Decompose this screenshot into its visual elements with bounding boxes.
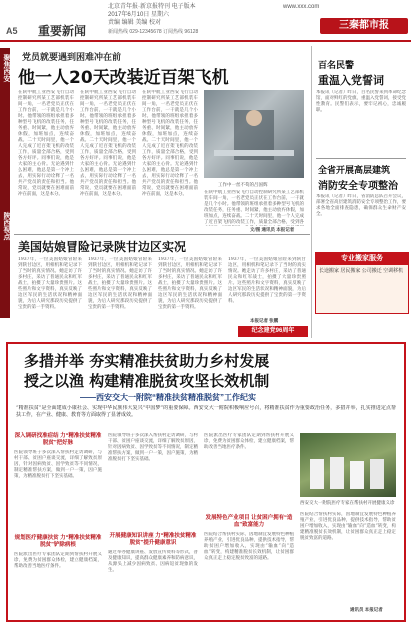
section-title: 重要新闻 [38,24,87,38]
story1-body-col1 [18,90,74,220]
feature-lead-text: “精准扶贫”是全面建成小康社会、实现中华民族伟大复兴“中国梦”的重要保障。西安交大一附院积极响应号召，将精准扶贫作为重要政治任务，多措并举，扎实推进定点帮扶工作，在产业、健康、教育等方面取得了显著成效。 [16,405,396,418]
story2-body: 1937年，一位美国姑娘冒险来到陕甘边区，用相机和笔记录下了当时的真实情况。她走访了许多村庄，采访了普通民众和红军战士，拍摄了大量珍贵照片。这些照片和文字资料，真实反映了边区军民的生活状况和精神面貌，为后人研究那段历史提供了宝贵的第一手资料。 [228,257,306,304]
story2-body: 1937年，一位美国姑娘冒险来到陕甘边区，用相机和笔记录下了当时的真实情况。她走访了许多村庄，采访了普通民众和红军战士，拍摄了大量珍贵照片。这些照片和文字资料，真实反映了边区军民的生活状况和精神面貌，为后人研究那段历史提供了宝贵的第一手资料。 [18,257,82,310]
newspaper-logo: 三秦都市报 [320,18,408,34]
section-c-title: 开展健康知识讲座 力“精准扶贫精准脱贫”提升健康意识 [109,533,197,546]
feature-photo [300,433,396,497]
story1-headline: 他一人20天改装近百架飞机 [18,68,229,88]
story1-body-col2 [80,90,136,220]
story2-body-col2 [88,257,152,329]
section-b-body [14,552,102,612]
section-b-title: 规划医疗健康扶贫 力“精准扶贫精准脱贫”铲除病根 [14,535,102,548]
advertisement[interactable] [315,252,409,314]
section-c-body [108,550,198,612]
section-b-text: 医院派出医疗专家团队定期到帮扶村开展义诊，免费为贫困群众体检，建立健康档案，帮助改善当地医疗条件。 [14,552,102,569]
right-headline-2: 消防安全专项整治 [318,181,398,192]
ad-body: 长途搬家 居民搬家 公司搬迁 空调移机 [319,268,404,274]
right-body-1 [316,90,406,154]
masthead-line: 2017年6月10日 星期六 [108,12,170,18]
masthead-info [108,3,258,27]
feature-col3-text: 医院派出医疗专家团队定期到帮扶村开展义诊，免费为贫困群众体检，建立健康档案，帮助改善当地医疗条件。 [204,433,294,450]
section-d-text: 医院结合帮扶村实际，因地制宜发展特色种植养殖产业，引进优良品种，提供技术指导，帮助贫困户增加收入，实现由“输血”向“造血”转变，构建精准脱贫长效机制，让贫困群众真正走上稳定脱贫致富的道路。 [204,532,294,561]
feature-col4-body [300,512,396,604]
masthead-line: 责编 编辑 美编 校对 [108,20,162,26]
story2-body-col4 [228,257,306,323]
story1-body-col3 [142,90,198,220]
page-number: A5 [6,26,18,36]
feature-headline-2: 授之以渔 构建精准脱贫攻坚长效机制 [24,372,270,390]
story2-headline: 美国姑娘冒险记录陕甘边区实况 [18,240,187,254]
story1-body: 在陕中航工业西安飞行自动控制研究所某工艺部机装车间一角，一名老党员正伏在工作台前，一干就是几个小时。他带领的班组承担着多种型号飞机的改装任务，任务重、时间紧，他主动放弃休假，加班加点，连续奋战。二十天时间里，他一个人完成了近百架飞机的改装工作，质量全部合格，受到各方好评。同事们说，他是大家的主心骨。无论遇到什么困难，他总是第一个冲上去，用实际行动诠释了一名共产党员的责任和担当。他常说，党员就要在困难面前冲在前面，这是本分。 [80,90,136,197]
page-header [0,0,411,42]
right-kicker-2: 全省开展高层建筑 [318,166,391,176]
feature-headline-1: 多措并举 夯实精准扶贫助力乡村发展 [24,352,270,370]
feature-col2-body [108,433,198,529]
sidebar-label: 陕西视点 [3,212,10,240]
feature-col3-body [204,433,294,513]
divider [316,158,406,159]
ad-title: 专业搬家服务 [316,253,408,265]
anniversary-tag: 纪念建党96周年 [238,326,308,337]
story1-body-col4 [204,190,304,226]
story2-body-col3 [158,257,222,329]
story1-photo [204,90,304,178]
masthead-line: 北京青年报·新京报特刊 电子版本 [108,4,196,10]
news-ticker: 新闻热线 029-12345678 订阅热线 96128 [108,29,199,35]
story2-body: 1937年，一位美国姑娘冒险来到陕甘边区，用相机和笔记录下了当时的真实情况。她走访了许多村庄，采访了普通民众和红军战士，拍摄了大量珍贵照片。这些照片和文字资料，真实反映了边区军民的生活状况和精神面貌，为后人研究那段历史提供了宝贵的第一手资料。 [88,257,152,310]
section-c-text: 通过举办健康讲座、发放宣传资料等形式，普及健康知识，提高群众健康素养和防病意识，从源头上减少因病致贫、因病返贫现象的发生。 [108,550,198,573]
story1-body: 在陕中航工业西安飞行自动控制研究所某工艺部机装车间一角，一名老党员正伏在工作台前，一干就是几个小时。他带领的班组承担着多种型号飞机的改装任务，任务重、时间紧，他主动放弃休假，加班加点，连续奋战。二十天时间里，他一个人完成了近百架飞机的改装工作，质量全部合格，受到各方好评。同事们说，他是大家的主心骨。无论遇到什么困难，他总是第一个冲上去，用实际行动诠释了一名共产党员的责任和担当。他常说，党员就要在困难面前冲在前面，这是本分。 [18,90,74,197]
right-body-2 [316,194,406,242]
feature-photo-caption: 西安交大一附院医疗专家在帮扶村开展健康义诊 [300,500,395,505]
feature-col4-text: 医院结合帮扶村实际，因地制宜发展特色种植养殖产业，引进优良品种，提供技术指导，帮助贫困户增加收入，实现由“输血”向“造血”转变，构建精准脱贫长效机制，让贫困群众真正走上稳定脱贫致富的道路。 [300,512,396,541]
feature-subtitle: ——西安交大一附院“精准扶贫精准脱贫”工作纪实 [80,393,256,402]
section-d-title: 发展特色产业项目 让贫困户拥有“造血”致富能力 [205,515,293,528]
right-kicker-1: 百名民警 [318,61,355,71]
feature-byline: 通讯员 本报记者 [350,607,383,612]
story1-byline: 文/图 通讯员 本报记者 [250,227,295,232]
story2-body: 1937年，一位美国姑娘冒险来到陕甘边区，用相机和笔记录下了当时的真实情况。她走访了许多村庄，采访了普通民众和红军战士，拍摄了大量珍贵照片。这些照片和文字资料，真实反映了边区军民的生活状况和精神面貌，为后人研究那段历史提供了宝贵的第一手资料。 [158,257,222,310]
medical-team-photo-placeholder [300,433,396,497]
story1-body: 在陕中航工业西安飞行自动控制研究所某工艺部机装车间一角，一名老党员正伏在工作台前，一干就是几个小时。他带领的班组承担着多种型号飞机的改装任务，任务重、时间紧，他主动放弃休假，加班加点，连续奋战。二十天时间里，他一个人完成了近百架飞机的改装工作，质量全部合格，受到各 [204,190,304,225]
right-headline-1: 重温入党誓词 [318,74,384,87]
site-url[interactable]: www.xxx.com [283,4,320,10]
story1-photo-caption: 工作中一丝不苟的吕国辉 [218,182,268,187]
section-d-body [204,532,294,612]
story1-body: 在陕中航工业西安飞行自动控制研究所某工艺部机装车间一角，一名老党员正伏在工作台前，一干就是几个小时。他带领的班组承担着多种型号飞机的改装任务，任务重、时间紧，他主动放弃休假，加班加点，连续奋战。二十天时间里，他一个人完成了近百架飞机的改装工作，质量全部合格，受到各方好评。同事们说，他是大家的主心骨。无论遇到什么困难，他总是第一个冲上去，用实际行动诠释了一名共产党员的责任和担当。他常说，党员就要在困难面前冲在前面，这是本分。 [142,90,198,197]
column-divider [311,46,312,338]
divider [14,234,310,235]
story2-byline: 本报记者 张鹏 [250,318,279,323]
sidebar-section-label [0,48,10,318]
section-a-text: 医院领导班子多次深入帮扶村走访调研，与村干部、贫困户座谈交流，详细了解致贫原因，针对因病致贫、因学致贫等不同情况，制定精准帮扶方案，做到一户一策，因户施策，为精准脱贫打下坚实基础。 [14,450,102,479]
feature-lead [16,405,396,429]
right-body-1-text: 本报讯（记者）昨日，百名民警来到革命纪念馆，面对鲜红的党旗，重温入党誓词，接受党性教育。民警们表示，要牢记初心，忠诚履职。 [316,90,406,113]
story2-body-col1 [18,257,82,329]
right-body-2-text: 本报讯（记者）昨日，省消防总队召开会议，部署全省高层建筑消防安全专项整治工作，要求各地全面排查隐患，确保群众生命财产安全。 [316,194,406,217]
section-a-body [14,450,102,532]
sidebar-label: 聚焦西安 [3,54,10,82]
worker-photo-placeholder [204,90,304,178]
feature-col2-text: 医院领导班子多次深入帮扶村走访调研，与村干部、贫困户座谈交流，详细了解致贫原因，针对因病致贫、因学致贫等不同情况，制定精准帮扶方案，做到一户一策，因户施策，为精准脱贫打下坚实基础。 [108,433,198,462]
section-a-title: 深入调研找准症结 力“精准扶贫精准脱贫”把好脉 [14,433,102,446]
story1-kicker: 党员就要遇到困难冲在前 [22,53,122,63]
